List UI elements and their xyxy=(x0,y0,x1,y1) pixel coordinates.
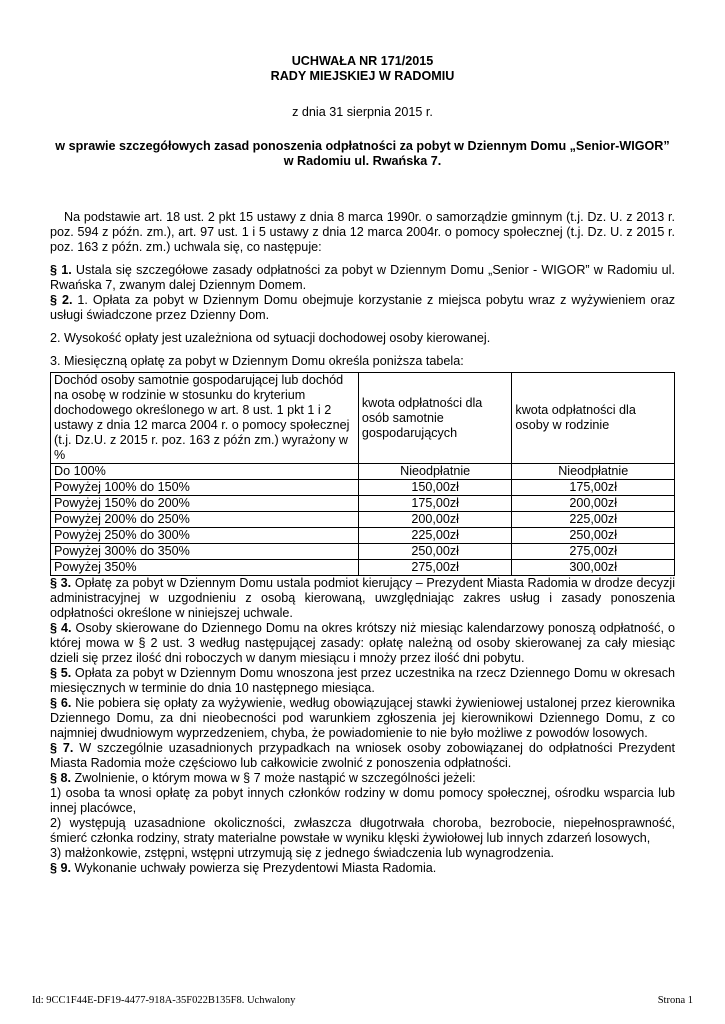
section-5 xyxy=(50,666,675,696)
section-2-mark: § 2. xyxy=(50,293,73,307)
table-row xyxy=(51,528,675,544)
family-fee-cell: 275,00zł xyxy=(512,544,675,560)
family-fee-cell: 175,00zł xyxy=(512,480,675,496)
legal-basis: Na podstawie art. 18 ust. 2 pkt 15 ustawy z dnia 8 marca 1990r. o samorządzie gminnym (t.j. Dz. U. z 2013 r. poz. 594 z późn. zm.), art. 97 ust. 1 i 5 ustawy z dnia 12 marca 2004r. o pomocy społecznej (t.j. Dz. U. z 2015 r. poz. 163 z późn. zm.) uchwala się, co następuje: xyxy=(50,210,675,254)
section-9-mark: § 9. xyxy=(50,861,72,875)
family-fee-cell: 300,00zł xyxy=(512,560,675,576)
section-9-text: Wykonanie uchwały powierza się Prezydentowi Miasta Radomia. xyxy=(71,861,437,875)
title-line-2: RADY MIEJSKIEJ W RADOMIU xyxy=(270,69,455,83)
single-fee-cell: Nieodpłatnie xyxy=(358,464,512,480)
resolution-subject: w sprawie szczegółowych zasad ponoszenia odpłatności za pobyt w Dziennym Domu „Senior-WIGOR” w Radomiu ul. Rwańska 7. xyxy=(55,139,670,168)
section-6-text: Nie pobiera się opłaty za wyżywienie, według obowiązującej stawki żywieniowej ustalonej przez kierownika Dziennego Domu, za dni nieobecności pod warunkiem zgłoszenia jej kierownikowi Dziennego Domu, z co najmniej dwudniowym wyprzedzeniem, chyba, że powiadomienie to nie było możliwe z powodów losowych. xyxy=(50,696,675,740)
single-fee-cell: 275,00zł xyxy=(358,560,512,576)
section-1-text: Ustala się szczegółowe zasady odpłatności za pobyt w Dziennym Domu „Senior - WIGOR” w Radomiu ul. Rwańska 7, zwanym dalej Dziennym Domem. xyxy=(50,263,675,292)
section-2-point-3: 3. Miesięczną opłatę za pobyt w Dziennym Domu określa poniższa tabela: xyxy=(50,354,464,368)
section-4 xyxy=(50,621,675,666)
page-number: Strona 1 xyxy=(657,995,693,1006)
single-fee-cell: 175,00zł xyxy=(358,496,512,512)
page-footer xyxy=(32,995,693,1006)
section-4-mark: § 4. xyxy=(50,621,72,635)
single-fee-cell: 150,00zł xyxy=(358,480,512,496)
section-2 xyxy=(50,293,675,323)
section-5-mark: § 5. xyxy=(50,666,72,680)
fee-table-header xyxy=(51,373,675,464)
section-4-text: Osoby skierowane do Dziennego Domu na okres krótszy niż miesiąc kalendarzowy ponoszą odpłatność, o której mowa w § 2 ust. 3 według następującej zasady: opłatę należną od osoby skierowanej za cały miesiąc dzieli się przez ilość dni roboczych w danym miesiącu i mnoży przez ilość dni pobytu. xyxy=(50,621,675,665)
family-fee-cell: 250,00zł xyxy=(512,528,675,544)
section-7 xyxy=(50,741,675,771)
header-family: kwota odpłatności dla osoby w rodzinie xyxy=(512,373,675,464)
section-1 xyxy=(50,263,675,293)
section-6-mark: § 6. xyxy=(50,696,72,710)
income-cell: Powyżej 100% do 150% xyxy=(51,480,359,496)
table-row xyxy=(51,512,675,528)
section-8-point-3: 3) małżonkowie, zstępni, wstępni utrzymują się z jednego świadczenia lub wynagrodzenia. xyxy=(50,846,555,860)
header-income: Dochód osoby samotnie gospodarującej lub dochód na osobę w rodzinie w stosunku do kryterium dochodowego określonego w art. 8 ust. 1 pkt 1 i 2 ustawy z dnia 12 marca 2004 r. o pomocy społecznej (t.j. Dz.U. z 2015 r. poz. 163 z późn zm.) wyrażony w % xyxy=(51,373,359,464)
section-2-point-2: 2. Wysokość opłaty jest uzależniona od sytuacji dochodowej osoby kierowanej. xyxy=(50,331,491,345)
table-row xyxy=(51,480,675,496)
section-3-text: Opłatę za pobyt w Dziennym Domu ustala podmiot kierujący – Prezydent Miasta Radomia w drodze decyzji administracyjnej w uzgodnieniu z osobą kierowaną, uwzględniając zakres usług i zasady ponoszenia odpłatności określone w niniejszej uchwale. xyxy=(50,576,675,620)
title-line-1: UCHWAŁA NR 171/2015 xyxy=(291,54,434,68)
income-cell: Powyżej 150% do 200% xyxy=(51,496,359,512)
fee-table xyxy=(50,372,675,576)
family-fee-cell: Nieodpłatnie xyxy=(512,464,675,480)
document-id: Id: 9CC1F44E-DF19-4477-918A-35F022B135F8. Uchwalony xyxy=(32,995,296,1006)
table-row xyxy=(51,464,675,480)
section-9 xyxy=(50,861,675,876)
single-fee-cell: 225,00zł xyxy=(358,528,512,544)
table-row xyxy=(51,496,675,512)
income-cell: Powyżej 350% xyxy=(51,560,359,576)
section-8-point-1: 1) osoba ta wnosi opłatę za pobyt innych członków rodziny w domu pomocy społecznej, ośrodku wsparcia lub innej placówce, xyxy=(50,786,675,815)
section-8 xyxy=(50,771,675,786)
section-5-text: Opłata za pobyt w Dziennym Domu wnoszona jest przez uczestnika na rzecz Dziennego Domu w okresach miesięcznych w terminie do dnia 10 następnego miesiąca. xyxy=(50,666,676,695)
section-1-mark: § 1. xyxy=(50,263,72,277)
single-fee-cell: 200,00zł xyxy=(358,512,512,528)
resolution-date: z dnia 31 sierpnia 2015 r. xyxy=(292,105,433,119)
family-fee-cell: 200,00zł xyxy=(512,496,675,512)
table-row xyxy=(51,544,675,560)
section-7-text: W szczególnie uzasadnionych przypadkach na wniosek osoby zobowiązanej do odpłatności Prezydent Miasta Radomia może częściowo lub całkowicie zwolnić z ponoszenia odpłatności. xyxy=(50,741,675,770)
section-8-point-2: 2) występują uzasadnione okoliczności, zwłaszcza długotrwała choroba, bezrobocie, niepełnosprawność, śmierć członka rodziny, straty materialne powstałe w wyniku klęski żywiołowej lub innych zdarzeń losowych, xyxy=(50,816,675,845)
income-cell: Do 100% xyxy=(51,464,359,480)
income-cell: Powyżej 200% do 250% xyxy=(51,512,359,528)
document-page xyxy=(50,54,675,876)
header-single: kwota odpłatności dla osób samotnie gospodarujących xyxy=(358,373,512,464)
income-cell: Powyżej 300% do 350% xyxy=(51,544,359,560)
single-fee-cell: 250,00zł xyxy=(358,544,512,560)
income-cell: Powyżej 250% do 300% xyxy=(51,528,359,544)
section-6 xyxy=(50,696,675,741)
family-fee-cell: 225,00zł xyxy=(512,512,675,528)
table-row xyxy=(51,560,675,576)
section-8-mark: § 8. xyxy=(50,771,72,785)
resolution-title xyxy=(50,54,675,84)
section-7-mark: § 7. xyxy=(50,741,74,755)
section-3 xyxy=(50,576,675,621)
section-2-text: 1. Opłata za pobyt w Dziennym Domu obejmuje korzystanie z miejsca pobytu wraz z wyżywieniem oraz usługi świadczone przez Dzienny Dom. xyxy=(50,293,675,322)
section-8-text: Zwolnienie, o którym mowa w § 7 może nastąpić w szczególności jeżeli: xyxy=(71,771,476,785)
section-3-mark: § 3. xyxy=(50,576,72,590)
